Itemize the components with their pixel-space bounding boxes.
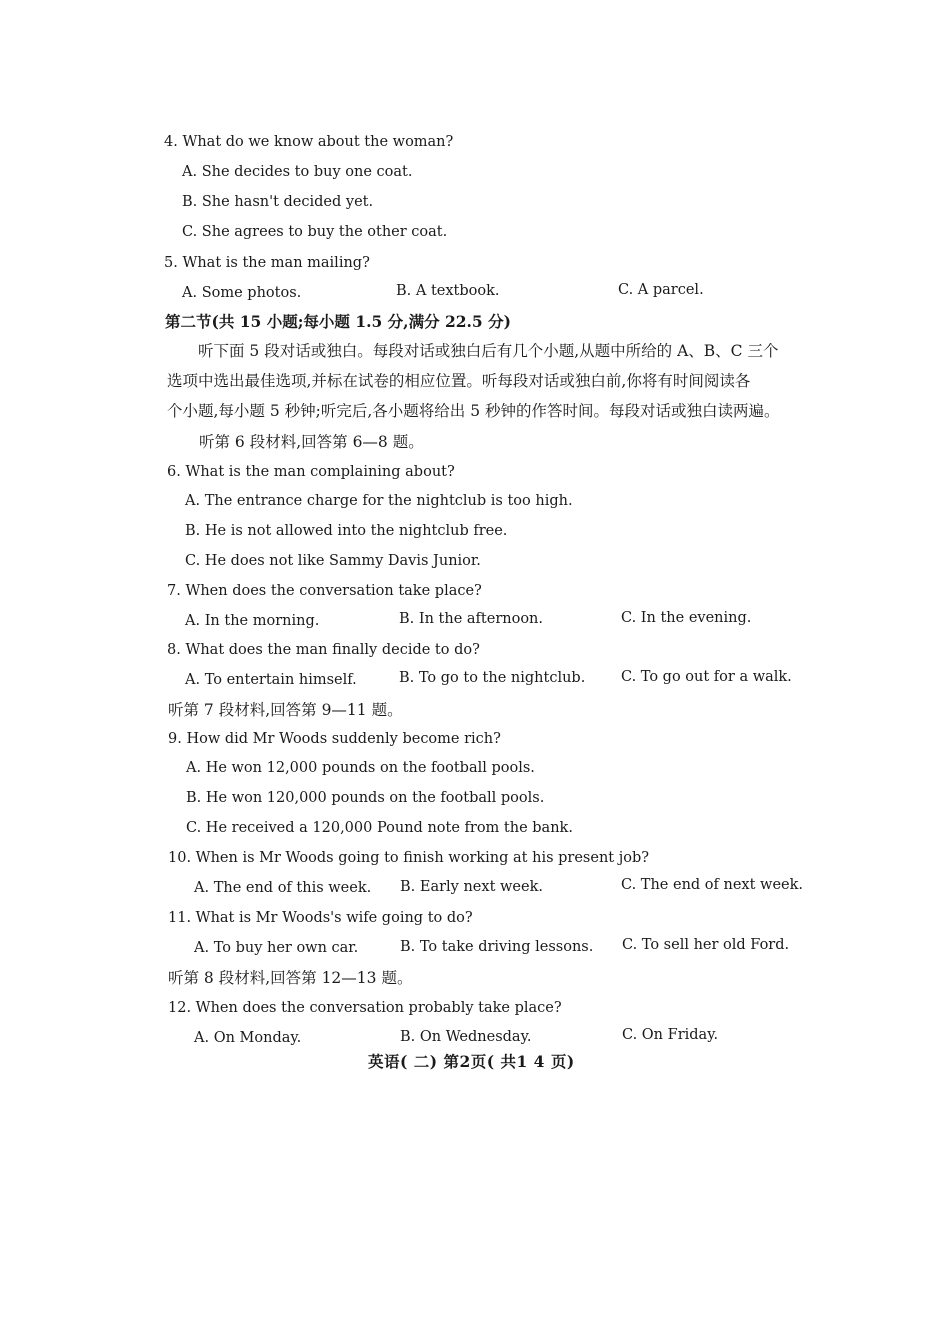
section2-heading: 第二节(共 15 小题;每小题 1.5 分,满分 22.5 分) [165,312,511,331]
material8-instruction: 听第 8 段材料,回答第 12—13 题。 [168,969,413,987]
q12-option-b: B. On Wednesday. [400,1029,532,1045]
q10-option-c: C. The end of next week. [621,877,804,893]
section2-instruction-line1: 听下面 5 段对话或独白。每段对话或独白后有几个小题,从题中所给的 A、B、C 三个 [198,342,779,360]
q8-option-c: C. To go out for a walk. [621,669,792,685]
q9-option-c: C. He received a 120,000 Pound note from the bank. [186,820,573,836]
section2-instruction-line3: 个小题,每小题 5 秒钟;听完后,各小题将给出 5 秒钟的作答时间。每段对话或独白读两遍。 [167,402,780,420]
material6-instruction: 听第 6 段材料,回答第 6—8 题。 [199,433,424,451]
material7-instruction: 听第 7 段材料,回答第 9—11 题。 [168,701,403,719]
q10-option-b: B. Early next week. [400,879,543,895]
q12-stem: 12. When does the conversation probably take place? [168,1000,562,1016]
q5-option-b: B. A textbook. [396,283,500,299]
q4-stem: 4. What do we know about the woman? [164,134,454,150]
q8-option-a: A. To entertain himself. [185,672,357,688]
q11-option-a: A. To buy her own car. [194,940,359,956]
q7-option-c: C. In the evening. [621,610,752,626]
q5-option-c: C. A parcel. [618,282,704,298]
q6-option-c: C. He does not like Sammy Davis Junior. [185,553,481,569]
q12-option-c: C. On Friday. [622,1027,719,1043]
q5-option-a: A. Some photos. [182,285,302,301]
q8-option-b: B. To go to the nightclub. [399,670,586,686]
q4-option-b: B. She hasn't decided yet. [182,194,374,210]
q6-stem: 6. What is the man complaining about? [167,464,455,480]
q6-option-a: A. The entrance charge for the nightclub is too high. [185,493,573,509]
q4-option-c: C. She agrees to buy the other coat. [182,224,448,240]
q11-stem: 11. What is Mr Woods's wife going to do? [168,910,473,926]
q10-option-a: A. The end of this week. [194,880,372,896]
q7-option-b: B. In the afternoon. [399,611,544,627]
q12-option-a: A. On Monday. [194,1030,302,1046]
q11-option-c: C. To sell her old Ford. [622,937,790,953]
q6-option-b: B. He is not allowed into the nightclub free. [185,523,508,539]
page-footer: 英语( 二) 第2页( 共1 4 页) [368,1052,575,1071]
q7-stem: 7. When does the conversation take place? [167,583,482,599]
q7-option-a: A. In the morning. [185,613,320,629]
q8-stem: 8. What does the man finally decide to do? [167,642,480,658]
q9-option-a: A. He won 12,000 pounds on the football pools. [186,760,535,776]
q9-option-b: B. He won 120,000 pounds on the football pools. [186,790,545,806]
q10-stem: 10. When is Mr Woods going to finish working at his present job? [168,850,650,866]
q9-stem: 9. How did Mr Woods suddenly become rich? [168,731,501,747]
q11-option-b: B. To take driving lessons. [400,939,594,955]
section2-instruction-line2: 选项中选出最佳选项,并标在试卷的相应位置。听每段对话或独白前,你将有时间阅读各 [167,372,751,390]
q5-stem: 5. What is the man mailing? [164,255,370,271]
q4-option-a: A. She decides to buy one coat. [182,164,413,180]
